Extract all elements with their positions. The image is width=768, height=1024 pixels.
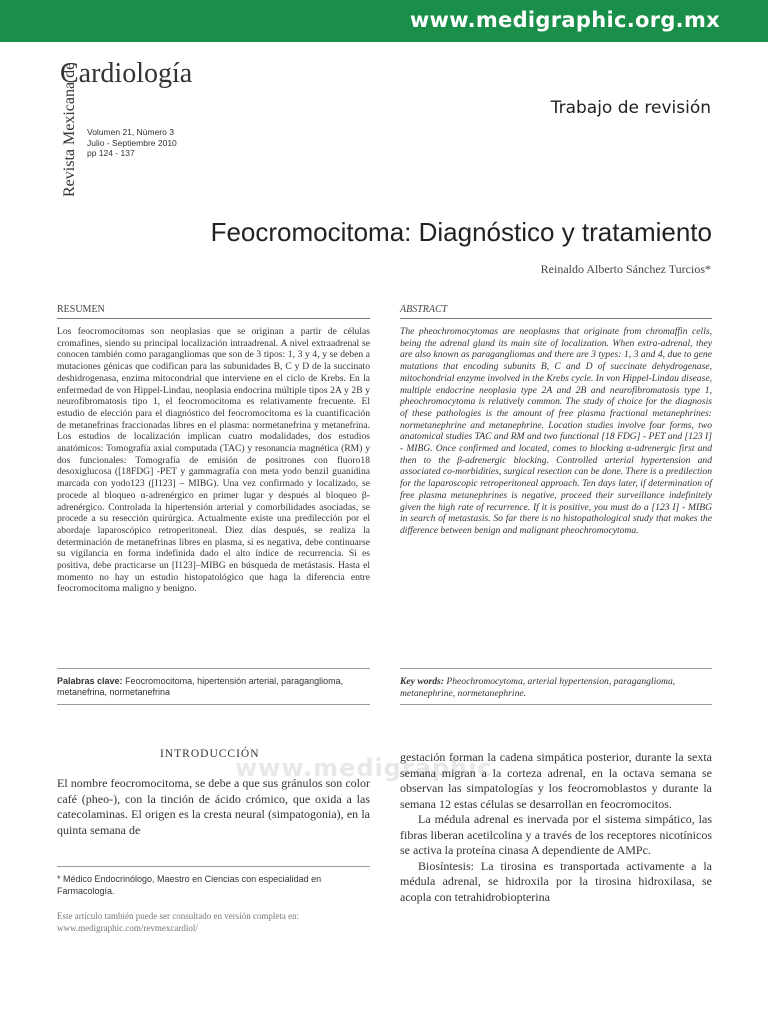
volume-period: Julio - Septiembre 2010 — [87, 137, 177, 148]
palabras-clave-list: Feocromocitoma, hipertensión arterial, paraganglioma, metanefrina, normetanefrina — [57, 676, 344, 697]
intro-left-text — [57, 776, 370, 838]
intro-paragraph: gestación forman la cadena simpática posterior, durante la sexta semana migran a la corteza adrenal, en la octava semana se observan las simpatologías y los feocromoblastos y durante la semana 12 estas células se desarrollan en feocromocitos. — [400, 750, 712, 811]
intro-paragraph: El nombre feocromocitoma, se debe a que sus gránulos son color café (pheo-), con la tinción de ácido crómico, que oxida a las catecolaminas. El origen es la cresta neural (simpatogonia), en la quinta semana de — [57, 776, 370, 837]
watermark: www.medigraphic — [235, 754, 493, 782]
key-words-list: Pheochromocytoma, arterial hypertension, paraganglioma, metanephrine, normetanephrine. — [400, 676, 676, 699]
intro-right-text — [400, 750, 712, 905]
resumen-text: Los feocromocitomas son neoplasias que se originan a partir de células cromafines, siendo su principal localización intraadrenal. A nivel extraadrenal se conocen también como paragangliomas que son de 3 tipos: 1, 3 y 4, y se deben a mutaciones génicas que codifican para las subunidades B, C y D de la succinato deshidrogenasa, enzima mitocondrial que interviene en el ciclo de Krebs. En la enfermedad de von Hippel-Lindau, neoplasia endocrina múltiple tipos 2A y 2B y neurofibromatosis tipo 1, el feocromocitoma es relativamente frecuente. El estudio de elección para el diagnóstico del feocromocitoma es la cuantificación de metanefrinas fraccionadas libres en el plasma: normetanefrina y metanefrina. Los estudios de localización implican cuatro modalidades, dos estudios anatómicos: Tomografía axial computada (TAC) y resonancia magnética (RM) y dos funcionales: Tomografía de emisión de positrones con fluoro18 desoxiglucosa ([18FDG] -PET y gammagrafía con meta yodo benzil guanidina marcada con yodo123 ([I123] – MIBG). Una vez confirmado y localizado, se procede al bloqueo α-adrenérgico en primer lugar y después al bloqueo β-adrenérgico. Controlada la hipertensión arterial y comorbilidades asociadas, se procede a su resección quirúrgica. Actualmente existe una predilección por el abordaje laparoscópico retroperitoneal. Diez días después, se realiza la determinación de metanefrinas libres en plasma, si es negativa, debe continuarse su vigilancia en forma indefinida dado el alto índice de recurrencia. Si es positiva, debe practicarse un [I123]–MIBG en búsqueda de metástasis. Hasta el momento no hay un estudio histopatológico que haga la diferencia entre feocromocitoma maligno y benigno. — [57, 326, 370, 595]
site-url-link[interactable]: www.medigraphic.org.mx — [409, 8, 720, 32]
journal-vertical-title: Revista Mexicana de — [61, 62, 78, 197]
intro-paragraph: La médula adrenal es inervada por el sistema simpático, las fibras liberan acetilcolina y a través de los receptores nicotínicos se activa la proteína cinasa A dependiente de AMPc. — [400, 812, 712, 857]
keywords-bottom-left — [57, 704, 370, 705]
article-author: Reinaldo Alberto Sánchez Turcios* — [540, 262, 711, 276]
volume-number: Volumen 21, Número 3 — [87, 127, 174, 137]
abstract-divider — [400, 318, 712, 319]
key-words — [400, 676, 712, 699]
intro-paragraph: Biosíntesis: La tirosina es transportada activamente a la médula adrenal, se hidroxila por la tirosina hidroxilasa, se acopla con tetrahidrobiopterina — [400, 858, 712, 904]
section-label: Trabajo de revisión — [550, 98, 711, 118]
journal-title: Cardiología — [60, 58, 193, 89]
availability-note: Este artículo también puede ser consultado en versión completa en: www.medigraphic.com/revmexcardiol/ — [57, 911, 300, 933]
footnote-divider — [57, 866, 370, 867]
abstract-heading: ABSTRACT — [400, 304, 448, 315]
author-footnote: * Médico Endocrinólogo, Maestro en Ciencias con especialidad en Farmacología. — [57, 874, 322, 896]
resumen-heading: RESUMEN — [57, 304, 105, 315]
abstract-text: The pheochromocytomas are neoplasms that originate from chromaffin cells, being the adrenal gland its main site of localization. When extra-adrenal, they are also known as paragangliomas and there are 3 types: 1, 3 and 4, due to gene mutations that encoding subunits B, C and D of succinate dehydrogenase, mitochondrial enzyme involved in the Krebs cycle. In von Hippel-Lindau disease, multiple endocrine neoplasia type 2A and 2B and neurofibromatosis type 1, pheochromocytoma is relatively common. The study of choice for the diagnosis of these pathologies is the amount of free plasma fractional metanephrines: normetanephrine and metanephrine. Location studies involve four forms, two anatomical studies TAC and RM and two functional [18 FDG] - PET and [123 I] - MIBG. Once confirmed and located, comes to blocking α-adrenergic first and then to the β-adrenergic blocking. Controlled arterial hypertension and associated co-morbidities, surgical resection can be done. There is a predilection for the laparoscopic retroperitoneal approach. Ten days later, if determination of free plasma metanephrines is negative, proceed their surveillance indefinitely given the high rate of recurrence. If it is positive, you must do a [123 I] - MIBG in search of metastasis. So far there is no histopathological study that makes the difference between benign and malignant pheochromocytoma. — [400, 326, 712, 536]
top-banner — [0, 0, 768, 42]
volume-pages: pp 124 - 137 — [87, 148, 135, 158]
key-words-label: Key words: — [400, 676, 444, 687]
keywords-divider-left — [57, 668, 370, 669]
resumen-divider — [57, 318, 370, 319]
palabras-clave — [57, 676, 370, 698]
keywords-divider-right — [400, 668, 712, 669]
volume-info — [87, 127, 177, 159]
intro-heading: INTRODUCCIÓN — [160, 748, 260, 760]
article-title: Feocromocitoma: Diagnóstico y tratamiento — [210, 217, 712, 247]
palabras-clave-label: Palabras clave: — [57, 676, 123, 686]
keywords-bottom-right — [400, 704, 712, 705]
